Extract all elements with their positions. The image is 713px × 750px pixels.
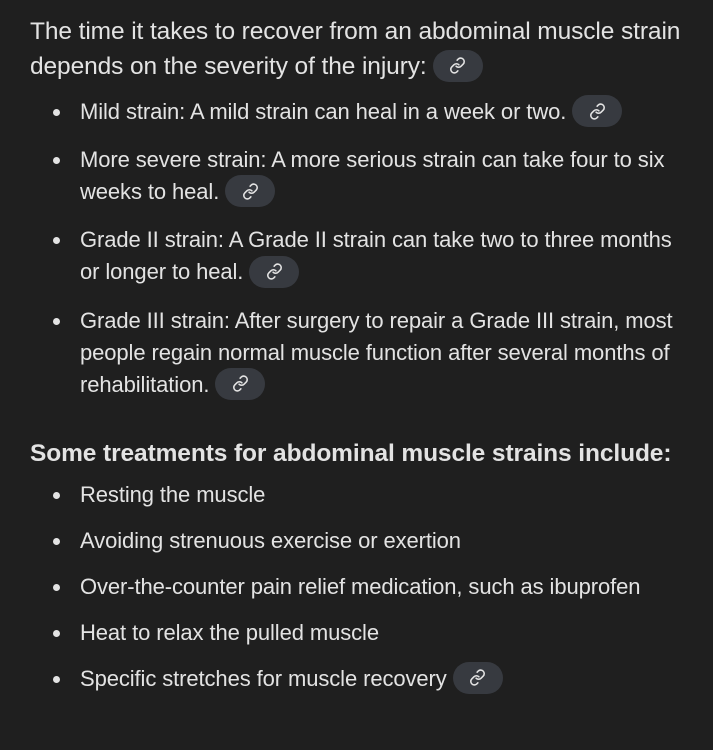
- source-link-chip[interactable]: [249, 256, 299, 288]
- list-item-text: Over-the-counter pain relief medication, such as ibuprofen: [80, 573, 641, 599]
- link-icon: [449, 57, 466, 74]
- list-item-text: Heat to relax the pulled muscle: [80, 619, 379, 645]
- list-item: [30, 571, 683, 603]
- list-item-text: More severe strain: A more serious strain can take four to six weeks to heal.: [80, 147, 665, 205]
- list-item-text: Specific stretches for muscle recovery: [80, 665, 447, 691]
- list-item: [30, 96, 683, 129]
- list-item: [30, 617, 683, 649]
- intro-paragraph: [30, 14, 683, 84]
- list-item-text: Resting the muscle: [80, 481, 266, 507]
- bullet-dot: [53, 584, 60, 591]
- treatments-list: [30, 479, 683, 696]
- list-item: [30, 525, 683, 557]
- list-item-text: Grade III strain: After surgery to repair a Grade III strain, most people regain normal muscle function after several months of rehabilitation.: [80, 307, 673, 397]
- list-item-text: Avoiding strenuous exercise or exertion: [80, 527, 461, 553]
- bullet-dot: [53, 676, 60, 683]
- bullet-dot: [53, 109, 60, 116]
- list-item: [30, 305, 683, 402]
- link-icon: [242, 183, 259, 200]
- bullet-dot: [53, 630, 60, 637]
- link-icon: [589, 103, 606, 120]
- list-item: [30, 663, 683, 696]
- treatments-heading: Some treatments for abdominal muscle strains include:: [30, 439, 672, 467]
- source-link-chip[interactable]: [215, 368, 265, 400]
- recovery-list: [30, 96, 683, 402]
- list-item: [30, 144, 683, 209]
- bullet-dot: [53, 538, 60, 545]
- source-link-chip[interactable]: [572, 95, 622, 127]
- link-icon: [232, 375, 249, 392]
- list-item-text: Grade II strain: A Grade II strain can take two to three months or longer to heal.: [80, 227, 672, 285]
- link-icon: [469, 669, 486, 686]
- bullet-dot: [53, 237, 60, 244]
- bullet-dot: [53, 157, 60, 164]
- link-icon: [266, 263, 283, 280]
- bullet-dot: [53, 492, 60, 499]
- list-item: [30, 479, 683, 511]
- list-item: [30, 224, 683, 289]
- intro-text: The time it takes to recover from an abdominal muscle strain depends on the severity of the injury:: [30, 18, 681, 80]
- source-link-chip[interactable]: [453, 662, 503, 694]
- bullet-dot: [53, 318, 60, 325]
- source-link-chip[interactable]: [225, 175, 275, 207]
- list-item-text: Mild strain: A mild strain can heal in a week or two.: [80, 99, 567, 124]
- source-link-chip[interactable]: [433, 50, 483, 82]
